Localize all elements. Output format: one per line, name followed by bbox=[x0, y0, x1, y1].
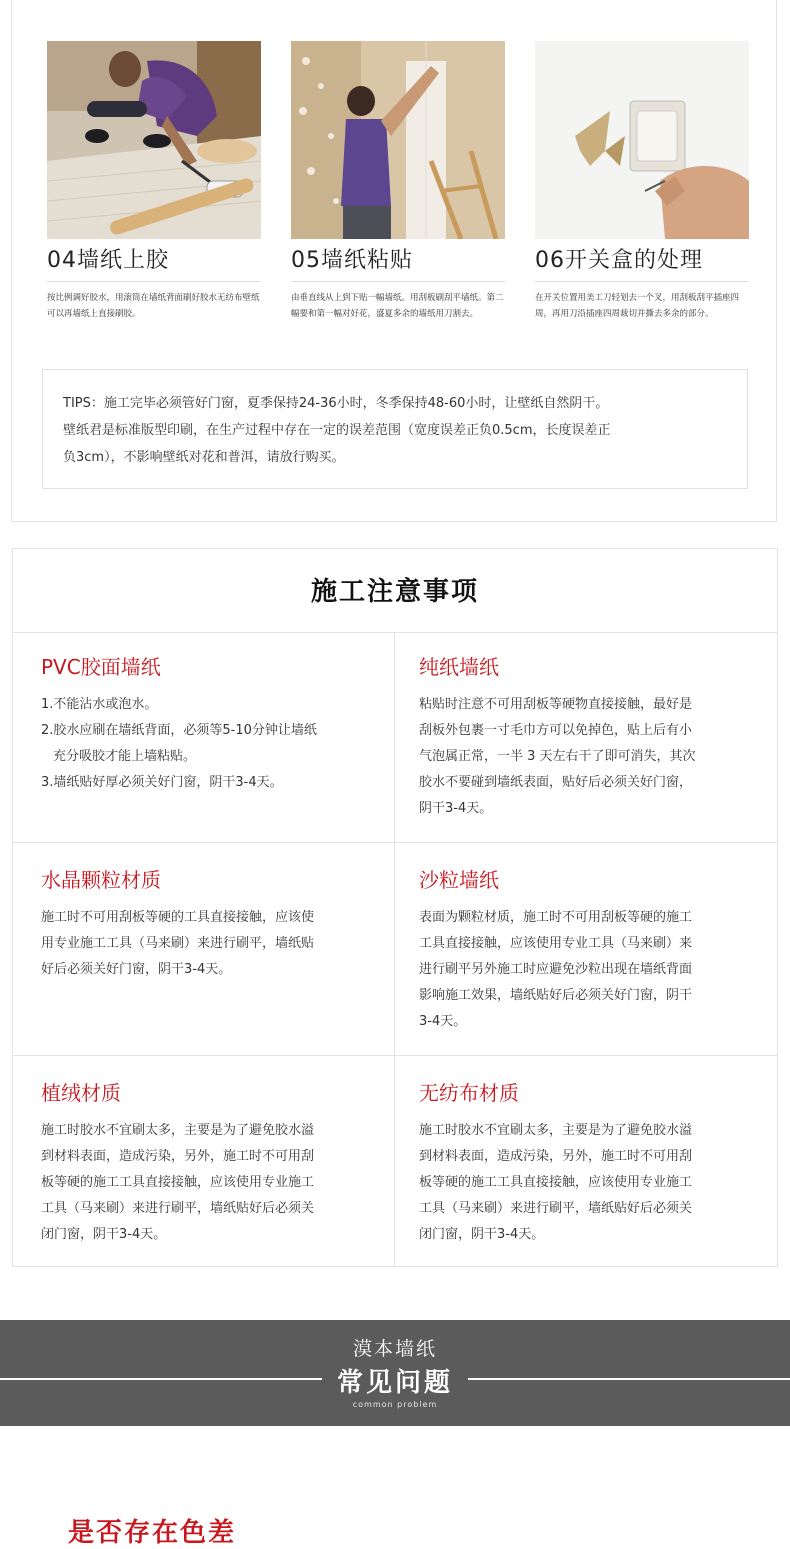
cell-pure-paper bbox=[419, 650, 765, 822]
faq-rule-right bbox=[468, 1378, 790, 1380]
step-06-title: 06开关盒的处理 bbox=[535, 248, 703, 273]
text-line: 工具直接接触，应该使用专业工具（马来刷）来 bbox=[419, 936, 693, 951]
tips-line-3: 负3cm），不影响壁纸对花和普洱，请放行购买。 bbox=[63, 450, 345, 465]
text-line: 板等硬的施工工具直接接触，应该使用专业施工 bbox=[41, 1175, 315, 1190]
cell-flock-heading: 植绒材质 bbox=[41, 1081, 121, 1105]
list-item: 充分吸胶才能上墙粘贴。 bbox=[53, 749, 197, 764]
list-item: 1.不能沾水或泡水。 bbox=[41, 697, 158, 712]
text-line: 施工时胶水不宜刷太多，主要是为了避免胶水溢 bbox=[41, 1123, 315, 1138]
cell-flock bbox=[41, 1076, 387, 1248]
text-line: 工具（马来刷）来进行刷平，墙纸贴好后必须关 bbox=[419, 1201, 693, 1216]
step-04-photo bbox=[47, 41, 261, 239]
text-line: 施工时不可用刮板等硬的工具直接接触，应该使 bbox=[41, 910, 315, 925]
step-04-divider bbox=[47, 281, 261, 282]
cell-flock-body bbox=[41, 1118, 387, 1248]
precautions-grid bbox=[13, 632, 777, 1267]
grid-line bbox=[13, 1055, 777, 1056]
precautions-card bbox=[12, 548, 778, 1267]
cell-sand-heading: 沙粒墙纸 bbox=[419, 868, 499, 892]
step-06-photo bbox=[535, 41, 749, 239]
cell-pvc-body bbox=[41, 692, 387, 796]
step-05-divider bbox=[291, 281, 505, 282]
step-05-title: 05墙纸粘贴 bbox=[291, 248, 413, 273]
faq-title: 常见问题 bbox=[336, 1368, 453, 1398]
grid-line bbox=[13, 842, 777, 843]
faq-subtitle: common problem bbox=[352, 1400, 438, 1409]
step-05-photo bbox=[291, 41, 505, 239]
text-line: 闭门窗，阴干3-4天。 bbox=[41, 1227, 167, 1242]
step-04-desc: 按比例调好胶水，用滚筒在墙纸背面刷好胶水无纺布壁纸可以再墙纸上直接刷胶。 bbox=[47, 293, 260, 319]
tips-line-2: 壁纸君是标准版型印刷，在生产过程中存在一定的误差范围（宽度误差正负0.5cm，长度误差正 bbox=[63, 423, 611, 438]
faq-brand: 漠本墙纸 bbox=[352, 1338, 437, 1360]
step-05 bbox=[291, 41, 505, 322]
text-line: 影响施工效果，墙纸贴好后必须关好门窗，阴干 bbox=[419, 988, 693, 1003]
step-06-desc: 在开关位置用美工刀轻划去一个叉，用刮板刮平插座四周，再用刀沿插座四周裁切并撕去多余的部分。 bbox=[535, 293, 740, 319]
text-line: 表面为颗粒材质，施工时不可用刮板等硬的施工 bbox=[419, 910, 693, 925]
color-difference-heading: 是否存在色差 bbox=[68, 1518, 237, 1548]
cell-pvc-heading: PVC胶面墙纸 bbox=[41, 655, 161, 679]
grid-divider bbox=[394, 632, 395, 1267]
text-line: 阴干3-4天。 bbox=[419, 801, 493, 816]
step-05-desc: 由垂直线从上到下贴一幅墙纸。用刮板刷刮平墙纸。第二幅要和第一幅对好花，盛夏多余的墙纸用刀割去。 bbox=[291, 293, 504, 319]
grid-line bbox=[13, 632, 777, 633]
cell-pure-paper-heading: 纯纸墙纸 bbox=[419, 655, 499, 679]
step-04-title: 04墙纸上胶 bbox=[47, 248, 169, 273]
text-line: 好后必须关好门窗，阴干3-4天。 bbox=[41, 962, 232, 977]
step-06-divider bbox=[535, 281, 749, 282]
text-line: 气泡属正常，一半 3 天左右干了即可消失，其次 bbox=[419, 749, 696, 764]
text-line: 工具（马来刷）来进行刷平，墙纸贴好后必须关 bbox=[41, 1201, 315, 1216]
text-line: 板等硬的施工工具直接接触，应该使用专业施工 bbox=[419, 1175, 693, 1190]
text-line: 3-4天。 bbox=[419, 1014, 467, 1029]
text-line: 到材料表面，造成污染，另外，施工时不可用刮 bbox=[41, 1149, 315, 1164]
cell-sand bbox=[419, 863, 765, 1035]
cell-crystal-heading: 水晶颗粒材质 bbox=[41, 868, 161, 892]
precautions-title: 施工注意事项 bbox=[310, 577, 479, 607]
text-line: 进行刷平另外施工时应避免沙粒出现在墙纸背面 bbox=[419, 962, 693, 977]
step-06 bbox=[535, 41, 749, 322]
step-04 bbox=[47, 41, 261, 322]
text-line: 刮板外包裹一寸毛巾方可以免掉色，贴上后有小 bbox=[419, 723, 693, 738]
text-line: 到材料表面，造成污染，另外，施工时不可用刮 bbox=[419, 1149, 693, 1164]
steps-card bbox=[11, 0, 777, 522]
text-line: 闭门窗，阴干3-4天。 bbox=[419, 1227, 545, 1242]
text-line: 胶水不要碰到墙纸表面，贴好后必须关好门窗， bbox=[419, 775, 693, 790]
cell-pvc bbox=[41, 650, 387, 796]
cell-nonwoven-body bbox=[419, 1118, 765, 1248]
faq-banner bbox=[0, 1320, 790, 1426]
list-item: 2.胶水应刷在墙纸背面，必须等5-10分钟让墙纸 bbox=[41, 723, 317, 738]
cell-crystal-body bbox=[41, 905, 387, 983]
cell-nonwoven bbox=[419, 1076, 765, 1248]
cell-pure-paper-body bbox=[419, 692, 765, 822]
tips-box bbox=[42, 369, 748, 489]
list-item: 3.墙纸贴好厚必须关好门窗，阴干3-4天。 bbox=[41, 775, 283, 790]
cell-crystal bbox=[41, 863, 387, 983]
text-line: 粘贴时注意不可用刮板等硬物直接接触，最好是 bbox=[419, 697, 693, 712]
cell-nonwoven-heading: 无纺布材质 bbox=[419, 1081, 519, 1105]
tips-line-1: TIPS：施工完毕必须管好门窗，夏季保持24-36小时，冬季保持48-60小时，让壁纸自然阴干。 bbox=[63, 396, 609, 411]
cell-sand-body bbox=[419, 905, 765, 1035]
text-line: 施工时胶水不宜刷太多，主要是为了避免胶水溢 bbox=[419, 1123, 693, 1138]
text-line: 用专业施工工具（马来刷）来进行刷平，墙纸贴 bbox=[41, 936, 315, 951]
